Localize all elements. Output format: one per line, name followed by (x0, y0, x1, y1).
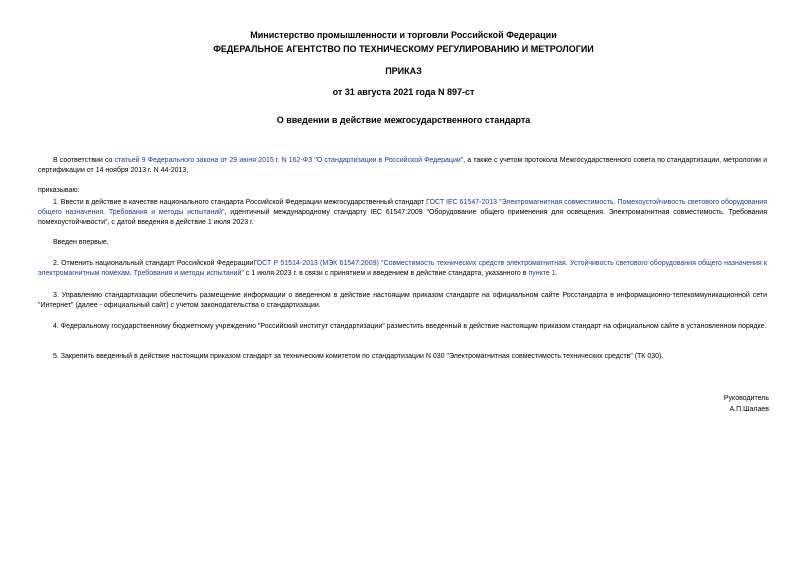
item-2-paragraph (38, 259, 767, 279)
item-4-paragraph: 4. Федеральному государственному бюджетному учреждению "Российский институт стандартизации" разместить введенный в действие настоящим приказом стандарт на официальном сайте в установленном порядке. (53, 323, 767, 330)
item-2-text-3: . (555, 270, 558, 277)
signature-title: Руководитель (723, 395, 769, 402)
gost-r-51514-link[interactable]: ГОСТ Р 51514-2013 (МЭК 61547:2009) "Совместимость технических средств электромагнитная. Устойчивость светового оборудования общего назначения к электромагнитным помехам. Требования и методы испытаний" (38, 260, 767, 277)
ministry-title: Министерство промышленности и торговли Российской Федерации (250, 30, 557, 40)
item-1-text-2: , идентичный международному стандарту IEC 61547:2009 "Оборудование общего применения для освещения. Электромагнитная совместимость. Требования помехоустойчивости", с датой введения в действие 1 июля 2023 г. (38, 209, 768, 226)
signature-name: А.П.Шалаев (729, 406, 769, 413)
item-5-paragraph: 5. Закрепить введенный в действие настоящим приказом стандарт за техническим комитетом по стандартизации N 030 "Электромагнитная совместимость технических средств" (ТК 030). (53, 353, 664, 360)
agency-title: ФЕДЕРАЛЬНОЕ АГЕНТСТВО ПО ТЕХНИЧЕСКОМУ РЕГУЛИРОВАНИЮ И МЕТРОЛОГИИ (213, 44, 594, 54)
item-2-text-1: 2. Отменить национальный стандарт Российской Федерации (53, 260, 254, 267)
item-1-paragraph (38, 198, 767, 228)
preamble-paragraph (38, 156, 767, 176)
first-time-note: Введен впервые. (53, 239, 109, 246)
order-word: приказываю: (38, 187, 80, 194)
gost-iec-61547-link[interactable]: ГОСТ IEC 61547-2013 "Электромагнитная совместимость. Помехоустойчивость светового оборудования общего назначения. Требования и методы испытаний" (38, 199, 768, 216)
item-3-paragraph: 3. Управлению стандартизации обеспечить размещение информации о введенном в действие настоящим приказом стандарте на официальном сайте Росстандарта в информационно-телекоммуникационной сети "Интернет" (далее - официальный сайт) с учетом законодательства о стандартизации. (38, 292, 767, 309)
item-2-text-2: с 1 июля 2023 г. в связи с принятием и введением в действие стандарта, указанного в (243, 270, 529, 277)
item-1-text-1: 1. Ввести в действие в качестве национального стандарта Российской Федерации межгосударственный стандарт (53, 199, 427, 206)
preamble-text-2: , а также с учетом протокола Межгосударственного совета по стандартизации, метрологии и сертификации от 14 ноября 2013 г. N 44-2013, (38, 157, 767, 174)
doc-date-number: от 31 августа 2021 года N 897-ст (332, 87, 475, 97)
doc-subject: О введении в действие межгосударственного стандарта (276, 115, 531, 125)
point-1-link[interactable]: пункте 1 (528, 270, 556, 277)
preamble-text-1: В соответствии со (53, 157, 115, 164)
doc-type: ПРИКАЗ (385, 66, 422, 76)
federal-law-link[interactable]: статьей 9 Федерального закона от 29 июня 2015 г. N 162-ФЗ "О стандартизации в Российской Федерации" (114, 157, 464, 164)
